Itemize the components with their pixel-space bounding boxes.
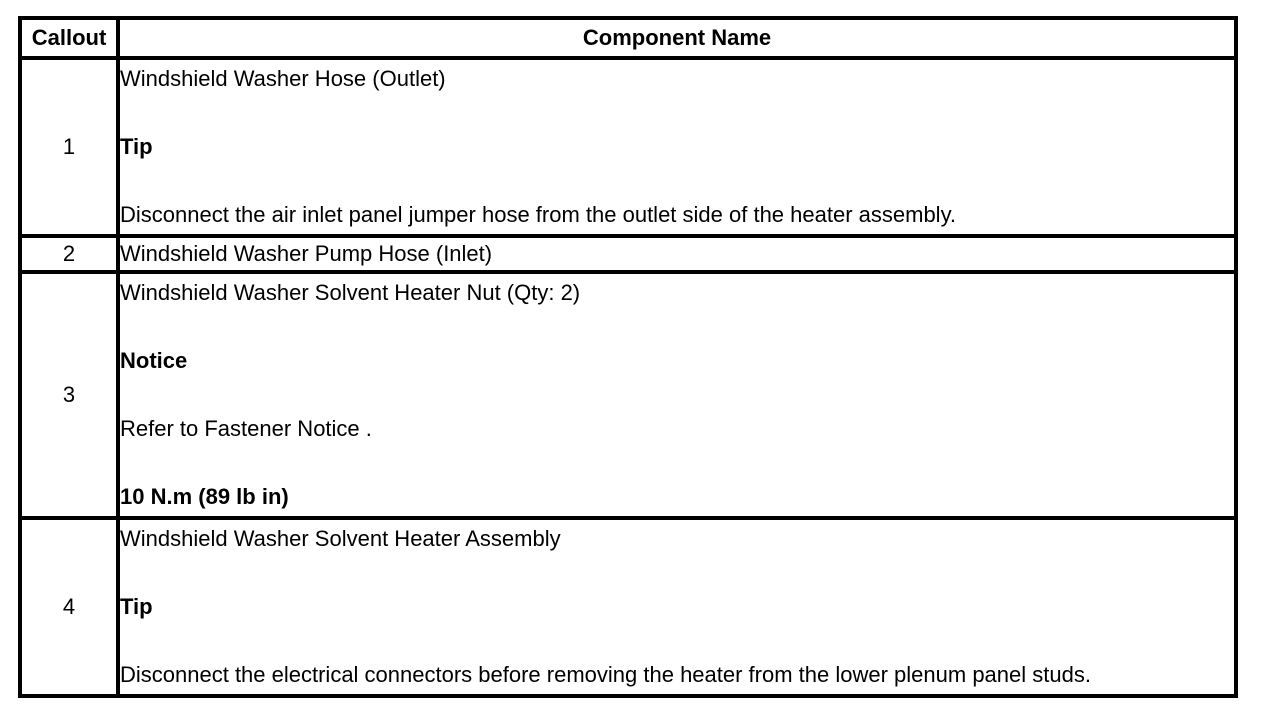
table-header-row: [20, 18, 1236, 58]
table-row: [20, 58, 1236, 236]
component-name: Windshield Washer Hose (Outlet): [120, 66, 446, 91]
component-name-column-header: Component Name: [118, 18, 1236, 58]
tip-text: Disconnect the electrical connectors before removing the heater from the lower plenum panel studs.: [120, 662, 1091, 687]
notice-text: Refer to Fastener Notice .: [120, 416, 372, 441]
component-cell: [118, 518, 1236, 696]
table-row: [20, 272, 1236, 518]
callout-number: 4: [20, 518, 118, 696]
torque-spec: 10 N.m (89 lb in): [120, 484, 289, 509]
table-row: [20, 518, 1236, 696]
component-name: Windshield Washer Solvent Heater Nut (Qty: 2): [120, 280, 581, 305]
component-name: Windshield Washer Solvent Heater Assembly: [120, 526, 561, 551]
component-cell: [118, 236, 1236, 272]
callout-number: 1: [20, 58, 118, 236]
component-table: [18, 16, 1238, 698]
tip-label: Tip: [120, 134, 153, 159]
callout-column-header: Callout: [20, 18, 118, 58]
callout-number: 2: [20, 236, 118, 272]
component-cell: [118, 272, 1236, 518]
tip-label: Tip: [120, 594, 153, 619]
table-row: [20, 236, 1236, 272]
component-cell: [118, 58, 1236, 236]
callout-number: 3: [20, 272, 118, 518]
tip-text: Disconnect the air inlet panel jumper hose from the outlet side of the heater assembly.: [120, 202, 957, 227]
notice-label: Notice: [120, 348, 188, 373]
component-name: Windshield Washer Pump Hose (Inlet): [120, 241, 493, 266]
